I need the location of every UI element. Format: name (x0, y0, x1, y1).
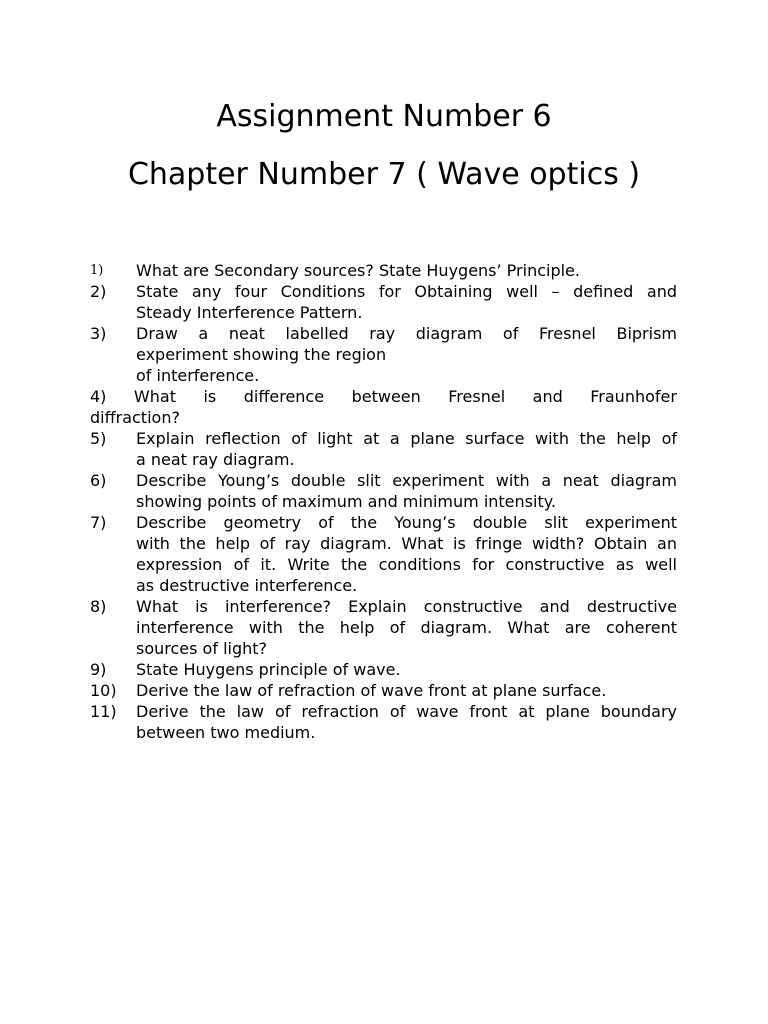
question-item (90, 428, 677, 470)
question-line: Explain reflection of light at a plane surface with the help of (136, 429, 677, 448)
question-line: What are Secondary sources? State Huygens’ Principle. (136, 261, 580, 280)
question-text (136, 596, 677, 659)
question-line: expression of it. Write the conditions for constructive as well (136, 555, 677, 574)
question-line: as destructive interference. (136, 576, 358, 595)
question-number: 11) (90, 702, 117, 721)
question-line: interference with the help of diagram. What are coherent (136, 618, 677, 637)
question-number: 4) (90, 387, 107, 406)
question-number: 7) (90, 513, 107, 532)
question-number: 3) (90, 324, 107, 343)
chapter-title: Chapter Number 7 ( Wave optics ) (127, 157, 641, 192)
question-word: between (351, 387, 421, 406)
question-word: and (532, 387, 563, 406)
question-line: Derive the law of refraction of wave front at plane surface. (136, 681, 607, 700)
question-number: 9) (90, 660, 107, 679)
question-item (90, 701, 677, 743)
question-text (136, 260, 677, 281)
question-line: showing points of maximum and minimum intensity. (136, 492, 556, 511)
question-first-line (90, 386, 677, 407)
question-line: with the help of ray diagram. What is fringe width? Obtain an (136, 534, 677, 553)
question-line: State any four Conditions for Obtaining well – defined and (136, 282, 677, 301)
question-item (90, 323, 677, 386)
assignment-title: Assignment Number 6 (216, 99, 552, 134)
question-item (90, 281, 677, 323)
question-word: difference (243, 387, 325, 406)
question-item (90, 260, 677, 281)
question-text (136, 323, 677, 386)
question-word: is (203, 387, 217, 406)
question-number: 1) (90, 263, 104, 278)
question-list (90, 260, 677, 743)
question-text (136, 701, 677, 743)
question-number: 6) (90, 471, 107, 490)
question-item (90, 659, 677, 680)
question-line: of interference. (136, 366, 260, 385)
question-line: Describe geometry of the Young’s double slit experiment (136, 513, 677, 532)
question-line: Draw a neat labelled ray diagram of Fresnel Biprism (136, 324, 677, 343)
question-line: sources of light? (136, 639, 268, 658)
question-text (136, 428, 677, 470)
question-item (90, 386, 677, 428)
question-item (90, 596, 677, 659)
question-line: between two medium. (136, 723, 316, 742)
question-number: 5) (90, 429, 107, 448)
question-line: What is interference? Explain constructive and destructive (136, 597, 677, 616)
question-word: Fraunhofer (590, 387, 677, 406)
question-line: State Huygens principle of wave. (136, 660, 401, 679)
question-line: a neat ray diagram. (136, 450, 295, 469)
question-text (136, 281, 677, 323)
question-number: 8) (90, 597, 107, 616)
question-continuation: diffraction? (90, 408, 180, 427)
question-item (90, 512, 677, 596)
question-text (136, 470, 677, 512)
question-text (136, 680, 677, 701)
question-word: What (133, 387, 176, 406)
question-text (136, 512, 677, 596)
question-word: Fresnel (448, 387, 506, 406)
question-number: 2) (90, 282, 107, 301)
question-line: Steady Interference Pattern. (136, 303, 363, 322)
question-line: Describe Young’s double slit experiment with a neat diagram (136, 471, 677, 490)
question-line: experiment showing the region (136, 345, 387, 364)
question-item (90, 680, 677, 701)
question-item (90, 470, 677, 512)
question-number: 10) (90, 681, 117, 700)
question-text (136, 659, 677, 680)
question-line: Derive the law of refraction of wave front at plane boundary (136, 702, 677, 721)
